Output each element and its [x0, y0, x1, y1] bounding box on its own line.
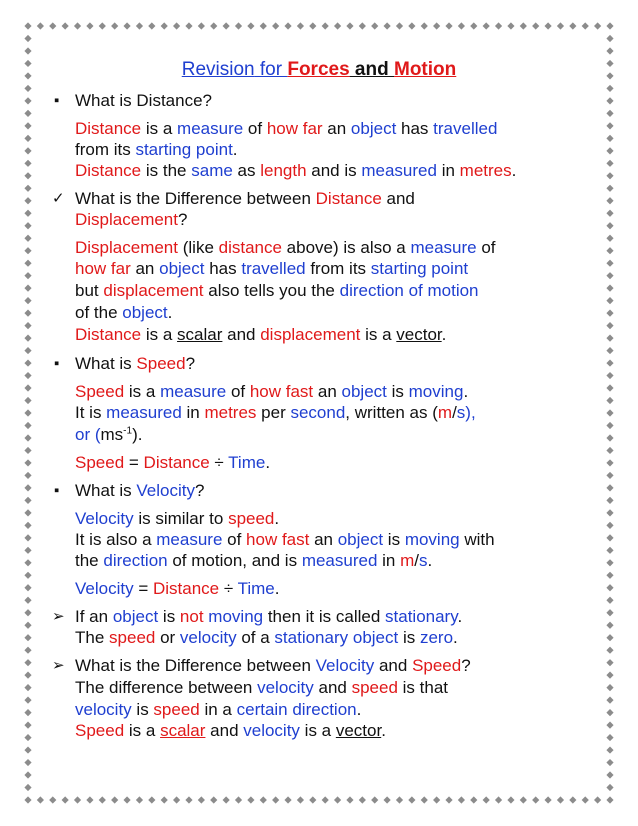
displacement-line-3: but displacement also tells you the direction of motion: [75, 281, 479, 300]
question-difference-line-2: Displacement?: [75, 210, 188, 229]
arrow-bullet-icon: ➢: [52, 608, 65, 625]
square-bullet-icon: ▪: [54, 355, 60, 372]
displacement-line-4: of the object.: [75, 303, 173, 322]
question-velocity: What is Velocity?: [75, 481, 205, 500]
square-bullet-icon: ▪: [54, 482, 60, 499]
title-motion: Motion: [394, 59, 457, 80]
checkmark-bullet-icon: ✓: [52, 190, 65, 207]
difference-line-3: Speed is a scalar and velocity is a vector.: [75, 721, 386, 740]
question-speed: What is Speed?: [75, 354, 196, 373]
speed-line-1: Speed is a measure of how fast an object is moving.: [75, 382, 469, 401]
arrow-bullet-icon: ➢: [52, 657, 65, 674]
question-difference-velocity-speed: What is the Difference between Velocity and Speed?: [75, 656, 471, 675]
difference-line-2: velocity is speed in a certain direction.: [75, 700, 362, 719]
title-for: for: [254, 59, 288, 80]
displacement-line-5: Distance is a scalar and displacement is a vector.: [75, 325, 447, 344]
question-distance: What is Distance?: [75, 91, 212, 110]
velocity-line-3: the direction of motion, and is measured in m/s.: [75, 551, 433, 570]
distance-line-1: Distance is a measure of how far an object has travelled: [75, 119, 498, 138]
title-and: and: [349, 59, 394, 80]
velocity-formula: Velocity = Distance ÷ Time.: [75, 579, 280, 598]
displacement-line-1: Displacement (like distance above) is also a measure of: [75, 238, 496, 257]
distance-line-2: from its starting point.: [75, 140, 238, 159]
velocity-line-2: It is also a measure of how fast an object is moving with: [75, 530, 495, 549]
stationary-line-2: The speed or velocity of a stationary object is zero.: [75, 628, 458, 647]
displacement-line-2: how far an object has travelled from its starting point: [75, 259, 469, 278]
page-title: [0, 58, 638, 82]
distance-line-3: Distance is the same as length and is measured in metres.: [75, 161, 517, 180]
difference-line-1: The difference between velocity and speed is that: [75, 678, 449, 697]
question-difference-distance-displacement: What is the Difference between Distance and: [75, 189, 415, 208]
title-revision: Revision: [181, 59, 255, 80]
title-forces: Forces: [287, 59, 350, 80]
stationary-line-1: If an object is not moving then it is called stationary.: [75, 607, 463, 626]
velocity-line-1: Velocity is similar to speed.: [75, 509, 280, 528]
speed-line-3: or $(ms^{-1})$.: [75, 425, 143, 444]
speed-formula: Speed = Distance ÷ Time.: [75, 453, 271, 472]
square-bullet-icon: ▪: [54, 92, 60, 109]
speed-line-2: It is measured in metres per second, written as (m/s),: [75, 403, 476, 422]
